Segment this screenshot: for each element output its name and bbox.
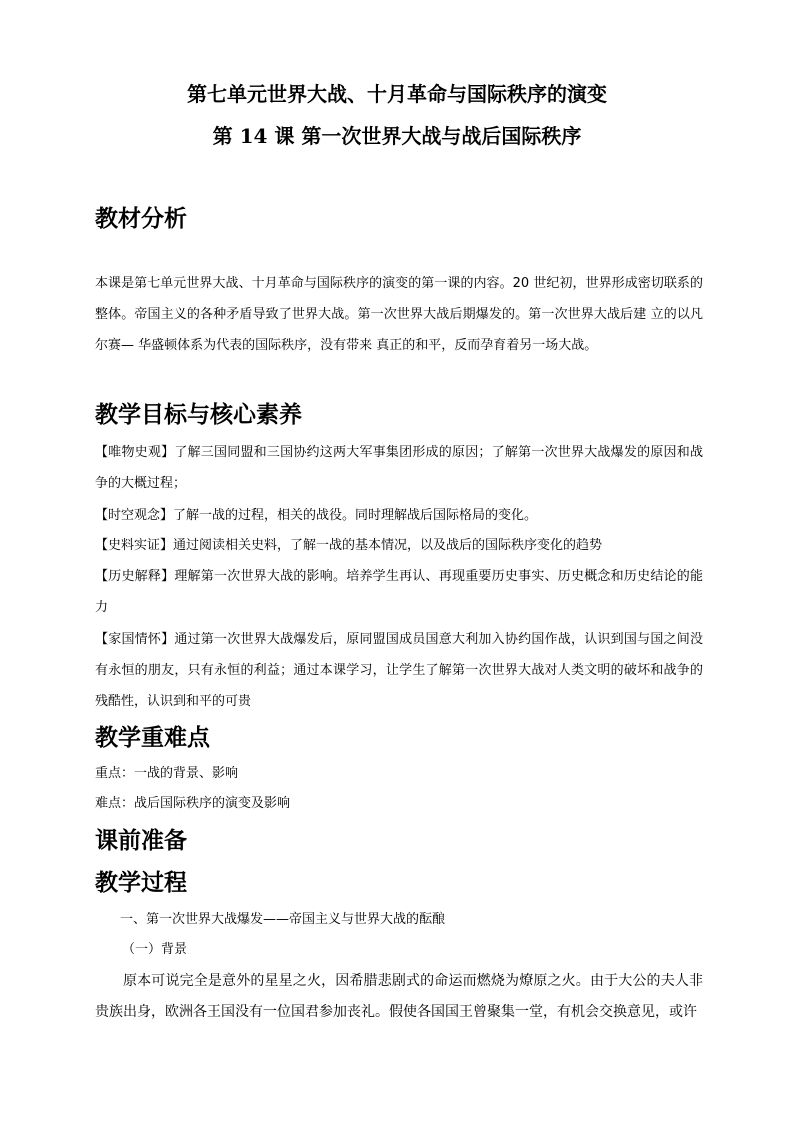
preparation-heading: 课前准备 bbox=[95, 828, 187, 854]
unit-title: 第七单元世界大战、十月革命与国际秩序的演变 bbox=[187, 82, 607, 106]
process-heading: 教学过程 bbox=[95, 870, 187, 896]
goal-item-time-space: 【时空观念】了解一战的过程，相关的战役。同时理解战后国际格局的变化。 bbox=[95, 508, 538, 523]
background-paragraph: 原本可说完全是意外的星星之火，因希腊悲剧式的命运而燃烧为燎原之火。由于大公的夫人非贵族出身，欧洲各王国没有一位国君参加丧礼。假使各国国王曾聚集一堂，有机会交换意见，或许 bbox=[95, 973, 703, 1020]
key-point: 重点：一战的背景、影响 bbox=[95, 766, 239, 781]
goal-item-interpretation: 【历史解释】理解第一次世界大战的影响。培养学生再认、再现重要历史事实、历史概念和历史结论的能力 bbox=[95, 569, 703, 615]
difficult-point: 难点：战后国际秩序的演变及影响 bbox=[95, 796, 291, 811]
goals-heading: 教学目标与核心素养 bbox=[95, 402, 302, 428]
goal-item-materialism: 【唯物史观】了解三国同盟和三国协约这两大军事集团形成的原因；了解第一次世界大战爆发的原因和战争的大概过程； bbox=[95, 445, 703, 491]
background-subheading: （一）背景 bbox=[122, 942, 188, 957]
analysis-paragraph: 本课是第七单元世界大战、十月革命与国际秩序的演变的第一课的内容。20 世纪初，世界形成密切联系的整体。帝国主义的各种矛盾导致了世界大战。第一次世界大战后期爆发的。第一次世界大战后建 立的以凡尔赛— 华盛顿体系为代表的国际秩序，没有带来 真正的和平，反而孕育着另一场大战。 bbox=[95, 276, 703, 353]
analysis-heading: 教材分析 bbox=[95, 206, 187, 232]
key-points-heading: 教学重难点 bbox=[95, 725, 210, 751]
lesson-title: 第 14 课 第一次世界大战与战后国际秩序 bbox=[212, 124, 582, 148]
goal-item-evidence: 【史料实证】通过阅读相关史料，了解一战的基本情况，以及战后的国际秩序变化的趋势 bbox=[95, 538, 603, 553]
process-subheading: 一、第一次世界大战爆发——帝国主义与世界大战的酝酿 bbox=[120, 912, 446, 927]
goal-item-patriotism: 【家国情怀】通过第一次世界大战爆发后，原同盟国成员国意大利加入协约国作战，认识到国与国之间没有永恒的朋友，只有永恒的利益；通过本课学习，让学生了解第一次世界大战对人类文明的破坏和战争的残酷性，认识到和平的可贵 bbox=[95, 632, 703, 709]
